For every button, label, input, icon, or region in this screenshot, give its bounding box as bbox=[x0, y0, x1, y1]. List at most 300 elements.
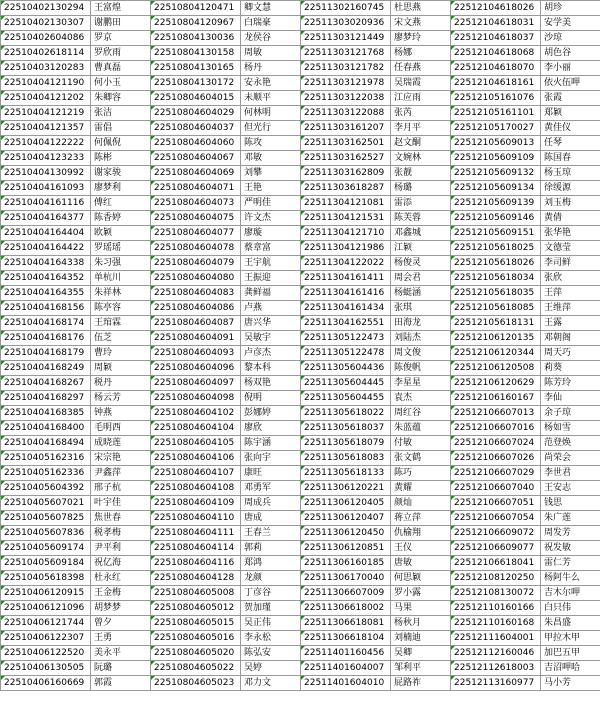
id-cell[interactable]: 22512106607029 bbox=[451, 466, 541, 481]
id-cell[interactable]: 22512105609139 bbox=[451, 196, 541, 211]
name-cell[interactable]: 杨阿牛么 bbox=[541, 571, 600, 586]
id-cell[interactable]: 22510804604078 bbox=[151, 241, 241, 256]
name-cell[interactable]: 陈彬 bbox=[91, 151, 151, 166]
id-cell[interactable]: 22511302160745 bbox=[301, 1, 391, 16]
id-cell[interactable]: 22510804605016 bbox=[151, 631, 241, 646]
id-cell[interactable]: 22510804604073 bbox=[151, 196, 241, 211]
id-cell[interactable]: 22510404122222 bbox=[1, 136, 91, 151]
name-cell[interactable]: 唐敏 bbox=[391, 556, 451, 571]
name-cell[interactable]: 李小丽 bbox=[541, 61, 600, 76]
id-cell[interactable]: 22512105618131 bbox=[451, 316, 541, 331]
id-cell[interactable]: 22511306618002 bbox=[301, 601, 391, 616]
id-cell[interactable]: 22511304122022 bbox=[301, 256, 391, 271]
id-cell[interactable]: 22511303618287 bbox=[301, 181, 391, 196]
name-cell[interactable]: 曹玲 bbox=[91, 346, 151, 361]
name-cell[interactable]: 祝发敏 bbox=[541, 541, 600, 556]
name-cell[interactable]: 龙颜 bbox=[241, 571, 301, 586]
name-cell[interactable]: 王勇 bbox=[91, 631, 151, 646]
id-cell[interactable]: 22512106609072 bbox=[451, 526, 541, 541]
id-cell[interactable]: 22512106120629 bbox=[451, 376, 541, 391]
name-cell[interactable]: 加巴五甲 bbox=[541, 646, 600, 661]
name-cell[interactable]: 刘玉梅 bbox=[541, 196, 600, 211]
id-cell[interactable]: 22510804604102 bbox=[151, 406, 241, 421]
id-cell[interactable]: 22511401604007 bbox=[301, 661, 391, 676]
id-cell[interactable]: 22512104618037 bbox=[451, 31, 541, 46]
id-cell[interactable]: 22510404168156 bbox=[1, 301, 91, 316]
name-cell[interactable]: 吴卿 bbox=[391, 646, 451, 661]
name-cell[interactable]: 任春燕 bbox=[391, 61, 451, 76]
id-cell[interactable]: 22510804604093 bbox=[151, 346, 241, 361]
name-cell[interactable]: 尹平利 bbox=[91, 541, 151, 556]
id-cell[interactable]: 22510804604067 bbox=[151, 151, 241, 166]
name-cell[interactable]: 卢燕 bbox=[241, 301, 301, 316]
id-cell[interactable]: 22512110160168 bbox=[451, 616, 541, 631]
id-cell[interactable]: 22511306120405 bbox=[301, 496, 391, 511]
name-cell[interactable]: 陈巧 bbox=[391, 466, 451, 481]
id-cell[interactable]: 22511305618083 bbox=[301, 451, 391, 466]
id-cell[interactable]: 22510406160669 bbox=[1, 676, 91, 691]
id-cell[interactable]: 22512106609077 bbox=[451, 541, 541, 556]
id-cell[interactable]: 22510404121190 bbox=[1, 76, 91, 91]
name-cell[interactable]: 雷添 bbox=[391, 196, 451, 211]
id-cell[interactable]: 22511304121986 bbox=[301, 241, 391, 256]
name-cell[interactable]: 何佩倪 bbox=[91, 136, 151, 151]
id-cell[interactable]: 22510404164404 bbox=[1, 226, 91, 241]
id-cell[interactable]: 22511306120407 bbox=[301, 511, 391, 526]
name-cell[interactable]: 吉木尔呷 bbox=[541, 586, 600, 601]
id-cell[interactable]: 22510404168494 bbox=[1, 436, 91, 451]
name-cell[interactable]: 胡珍 bbox=[541, 1, 600, 16]
name-cell[interactable]: 杜永红 bbox=[91, 571, 151, 586]
id-cell[interactable]: 22511305618022 bbox=[301, 406, 391, 421]
name-cell[interactable]: 雷仁芳 bbox=[541, 556, 600, 571]
id-cell[interactable]: 22511306170040 bbox=[301, 571, 391, 586]
id-cell[interactable]: 22510804604107 bbox=[151, 466, 241, 481]
id-cell[interactable]: 22512105609109 bbox=[451, 151, 541, 166]
name-cell[interactable]: 杨娜 bbox=[391, 46, 451, 61]
id-cell[interactable]: 22510404130992 bbox=[1, 166, 91, 181]
id-cell[interactable]: 22510404168385 bbox=[1, 406, 91, 421]
name-cell[interactable]: 杜思燕 bbox=[391, 1, 451, 16]
name-cell[interactable]: 吴瑞霞 bbox=[391, 76, 451, 91]
id-cell[interactable]: 22510804604106 bbox=[151, 451, 241, 466]
id-cell[interactable]: 22512111604001 bbox=[451, 631, 541, 646]
name-cell[interactable]: 杨璐 bbox=[391, 181, 451, 196]
id-cell[interactable]: 22512105609132 bbox=[451, 166, 541, 181]
name-cell[interactable]: 屁路祚 bbox=[391, 676, 451, 691]
id-cell[interactable]: 22511306120851 bbox=[301, 541, 391, 556]
name-cell[interactable]: 田海龙 bbox=[391, 316, 451, 331]
id-cell[interactable]: 22510804604087 bbox=[151, 316, 241, 331]
name-cell[interactable]: 朱祥林 bbox=[91, 286, 151, 301]
id-cell[interactable]: 22511303161207 bbox=[301, 121, 391, 136]
id-cell[interactable]: 22510404168174 bbox=[1, 316, 91, 331]
id-cell[interactable]: 22510804604075 bbox=[151, 211, 241, 226]
name-cell[interactable]: 朱习强 bbox=[91, 256, 151, 271]
id-cell[interactable]: 22511304121081 bbox=[301, 196, 391, 211]
id-cell[interactable]: 22511303020936 bbox=[301, 16, 391, 31]
id-cell[interactable]: 22511304162551 bbox=[301, 316, 391, 331]
name-cell[interactable]: 税丹 bbox=[91, 376, 151, 391]
name-cell[interactable]: 陈宇涵 bbox=[241, 436, 301, 451]
name-cell[interactable]: 张文鹤 bbox=[391, 451, 451, 466]
name-cell[interactable]: 阮璐 bbox=[91, 661, 151, 676]
id-cell[interactable]: 22510404121202 bbox=[1, 91, 91, 106]
name-cell[interactable]: 贺加瑾 bbox=[241, 601, 301, 616]
id-cell[interactable]: 22510804604080 bbox=[151, 271, 241, 286]
name-cell[interactable]: 朱卿容 bbox=[91, 91, 151, 106]
id-cell[interactable]: 22510804130036 bbox=[151, 31, 241, 46]
name-cell[interactable]: 付敏 bbox=[391, 436, 451, 451]
name-cell[interactable]: 郑鸿 bbox=[241, 556, 301, 571]
id-cell[interactable]: 22511305604436 bbox=[301, 361, 391, 376]
name-cell[interactable]: 邓朝阁 bbox=[541, 331, 600, 346]
name-cell[interactable]: 文德莹 bbox=[541, 241, 600, 256]
id-cell[interactable]: 22512106607051 bbox=[451, 496, 541, 511]
id-cell[interactable]: 22512106618041 bbox=[451, 556, 541, 571]
name-cell[interactable]: 康旺 bbox=[241, 466, 301, 481]
name-cell[interactable]: 安学美 bbox=[541, 16, 600, 31]
id-cell[interactable]: 22510405604392 bbox=[1, 481, 91, 496]
id-cell[interactable]: 22510804130165 bbox=[151, 61, 241, 76]
name-cell[interactable]: 黄倩 bbox=[541, 211, 600, 226]
id-cell[interactable]: 22511304121710 bbox=[301, 226, 391, 241]
id-cell[interactable]: 22511305122478 bbox=[301, 346, 391, 361]
name-cell[interactable]: 李永松 bbox=[241, 631, 301, 646]
id-cell[interactable]: 22510404121219 bbox=[1, 106, 91, 121]
name-cell[interactable]: 袁杰 bbox=[391, 391, 451, 406]
name-cell[interactable]: 邓鑫城 bbox=[391, 226, 451, 241]
name-cell[interactable]: 杨玉琼 bbox=[541, 166, 600, 181]
name-cell[interactable]: 依火伍呷 bbox=[541, 76, 600, 91]
id-cell[interactable]: 22510804120967 bbox=[151, 16, 241, 31]
name-cell[interactable]: 张洁 bbox=[91, 106, 151, 121]
name-cell[interactable]: 文婉林 bbox=[391, 151, 451, 166]
id-cell[interactable]: 22512108130072 bbox=[451, 586, 541, 601]
name-cell[interactable]: 周颖 bbox=[91, 361, 151, 376]
name-cell[interactable]: 欧颖 bbox=[91, 226, 151, 241]
name-cell[interactable]: 吴敏宇 bbox=[241, 331, 301, 346]
name-cell[interactable]: 美永平 bbox=[91, 646, 151, 661]
id-cell[interactable]: 22512104618070 bbox=[451, 61, 541, 76]
name-cell[interactable]: 杨双艳 bbox=[241, 376, 301, 391]
name-cell[interactable]: 郭霞 bbox=[91, 676, 151, 691]
name-cell[interactable]: 黄耀 bbox=[391, 481, 451, 496]
name-cell[interactable]: 王富煌 bbox=[91, 1, 151, 16]
name-cell[interactable]: 张靓 bbox=[391, 166, 451, 181]
name-cell[interactable]: 尹鑫萍 bbox=[91, 466, 151, 481]
id-cell[interactable]: 22510804604060 bbox=[151, 136, 241, 151]
name-cell[interactable]: 成晓莲 bbox=[91, 436, 151, 451]
id-cell[interactable]: 22510804604029 bbox=[151, 106, 241, 121]
name-cell[interactable]: 张欣 bbox=[541, 271, 600, 286]
id-cell[interactable]: 22510405609174 bbox=[1, 541, 91, 556]
name-cell[interactable]: 王金梅 bbox=[91, 586, 151, 601]
id-cell[interactable]: 22510804605020 bbox=[151, 646, 241, 661]
name-cell[interactable]: 刘楠迪 bbox=[391, 631, 451, 646]
id-cell[interactable]: 22510405162316 bbox=[1, 451, 91, 466]
name-cell[interactable]: 杨俊灵 bbox=[391, 256, 451, 271]
name-cell[interactable]: 张华艳 bbox=[541, 226, 600, 241]
name-cell[interactable]: 刘陆杰 bbox=[391, 331, 451, 346]
name-cell[interactable]: 焦世春 bbox=[91, 511, 151, 526]
id-cell[interactable]: 22510404123233 bbox=[1, 151, 91, 166]
name-cell[interactable]: 何林明 bbox=[241, 106, 301, 121]
name-cell[interactable]: 李月平 bbox=[391, 121, 451, 136]
name-cell[interactable]: 许文杰 bbox=[241, 211, 301, 226]
name-cell[interactable]: 王维萍 bbox=[541, 301, 600, 316]
id-cell[interactable]: 22511303121782 bbox=[301, 61, 391, 76]
id-cell[interactable]: 22511303122038 bbox=[301, 91, 391, 106]
id-cell[interactable]: 22510804604083 bbox=[151, 286, 241, 301]
name-cell[interactable]: 严明佳 bbox=[241, 196, 301, 211]
name-cell[interactable]: 曹真磊 bbox=[91, 61, 151, 76]
name-cell[interactable]: 龚鲜福 bbox=[241, 286, 301, 301]
name-cell[interactable]: 周敏 bbox=[241, 46, 301, 61]
name-cell[interactable]: 周天巧 bbox=[541, 346, 600, 361]
id-cell[interactable]: 22510405618398 bbox=[1, 571, 91, 586]
id-cell[interactable]: 22510405607825 bbox=[1, 511, 91, 526]
id-cell[interactable]: 22510804604091 bbox=[151, 331, 241, 346]
name-cell[interactable]: 马果 bbox=[391, 601, 451, 616]
name-cell[interactable]: 王仪 bbox=[391, 541, 451, 556]
id-cell[interactable]: 22512112160046 bbox=[451, 646, 541, 661]
name-cell[interactable]: 唐成 bbox=[241, 511, 301, 526]
id-cell[interactable]: 22511303121978 bbox=[301, 76, 391, 91]
name-cell[interactable]: 莉葵 bbox=[541, 361, 600, 376]
name-cell[interactable]: 税孝梅 bbox=[91, 526, 151, 541]
id-cell[interactable]: 22510804604069 bbox=[151, 166, 241, 181]
name-cell[interactable]: 陈芳玲 bbox=[541, 376, 600, 391]
id-cell[interactable]: 22510405607021 bbox=[1, 496, 91, 511]
id-cell[interactable]: 22510804604111 bbox=[151, 526, 241, 541]
name-cell[interactable]: 江颖 bbox=[391, 241, 451, 256]
id-cell[interactable]: 22510404168297 bbox=[1, 391, 91, 406]
id-cell[interactable]: 22511303121449 bbox=[301, 31, 391, 46]
id-cell[interactable]: 22512105618035 bbox=[451, 286, 541, 301]
name-cell[interactable]: 杨蜓涵 bbox=[391, 286, 451, 301]
name-cell[interactable]: 陈弘安 bbox=[241, 646, 301, 661]
id-cell[interactable]: 22510405609184 bbox=[1, 556, 91, 571]
name-cell[interactable]: 张琪 bbox=[391, 301, 451, 316]
id-cell[interactable]: 22512105618034 bbox=[451, 271, 541, 286]
id-cell[interactable]: 22510406121744 bbox=[1, 616, 91, 631]
id-cell[interactable]: 22512105609134 bbox=[451, 181, 541, 196]
name-cell[interactable]: 周红谷 bbox=[391, 406, 451, 421]
name-cell[interactable]: 范登焕 bbox=[541, 436, 600, 451]
name-cell[interactable]: 王艳 bbox=[241, 181, 301, 196]
id-cell[interactable]: 22511306160185 bbox=[301, 556, 391, 571]
name-cell[interactable]: 杨丹 bbox=[241, 61, 301, 76]
id-cell[interactable]: 22512106607016 bbox=[451, 421, 541, 436]
id-cell[interactable]: 22510804604097 bbox=[151, 376, 241, 391]
name-cell[interactable]: 胡色谷 bbox=[541, 46, 600, 61]
id-cell[interactable]: 22510804604116 bbox=[151, 556, 241, 571]
name-cell[interactable]: 卿文慧 bbox=[241, 1, 301, 16]
name-cell[interactable]: 周会君 bbox=[391, 271, 451, 286]
name-cell[interactable]: 颜灿 bbox=[391, 496, 451, 511]
name-cell[interactable]: 王萍 bbox=[541, 286, 600, 301]
name-cell[interactable]: 朱蓝蕴 bbox=[391, 421, 451, 436]
name-cell[interactable]: 唐兴华 bbox=[241, 316, 301, 331]
id-cell[interactable]: 22512104618026 bbox=[451, 1, 541, 16]
name-cell[interactable]: 蒋立萍 bbox=[391, 511, 451, 526]
id-cell[interactable]: 22510402604086 bbox=[1, 31, 91, 46]
id-cell[interactable]: 22510804604096 bbox=[151, 361, 241, 376]
name-cell[interactable]: 叶宇佳 bbox=[91, 496, 151, 511]
id-cell[interactable]: 22510404164377 bbox=[1, 211, 91, 226]
name-cell[interactable]: 朱昌盛 bbox=[541, 616, 600, 631]
id-cell[interactable]: 22510404164338 bbox=[1, 256, 91, 271]
id-cell[interactable]: 22512106607040 bbox=[451, 481, 541, 496]
name-cell[interactable]: 尚荣会 bbox=[541, 451, 600, 466]
id-cell[interactable]: 22511401604010 bbox=[301, 676, 391, 691]
id-cell[interactable]: 22512105609146 bbox=[451, 211, 541, 226]
name-cell[interactable]: 罗欣雨 bbox=[91, 46, 151, 61]
name-cell[interactable]: 谢鹏田 bbox=[91, 16, 151, 31]
name-cell[interactable]: 王春兰 bbox=[241, 526, 301, 541]
name-cell[interactable]: 余子琼 bbox=[541, 406, 600, 421]
id-cell[interactable]: 22510804605008 bbox=[151, 586, 241, 601]
id-cell[interactable]: 22510404161093 bbox=[1, 181, 91, 196]
name-cell[interactable]: 钟燕 bbox=[91, 406, 151, 421]
id-cell[interactable]: 22512105618025 bbox=[451, 241, 541, 256]
id-cell[interactable]: 22510403120283 bbox=[1, 61, 91, 76]
name-cell[interactable]: 吴婷 bbox=[241, 661, 301, 676]
name-cell[interactable]: 陈亭容 bbox=[91, 301, 151, 316]
name-cell[interactable]: 王琯霖 bbox=[91, 316, 151, 331]
id-cell[interactable]: 22510402130307 bbox=[1, 16, 91, 31]
id-cell[interactable]: 22510804604071 bbox=[151, 181, 241, 196]
id-cell[interactable]: 22510804605015 bbox=[151, 616, 241, 631]
name-cell[interactable]: 何思颖 bbox=[391, 571, 451, 586]
name-cell[interactable]: 李世君 bbox=[541, 466, 600, 481]
name-cell[interactable]: 陈芙蓉 bbox=[391, 211, 451, 226]
id-cell[interactable]: 22510804604079 bbox=[151, 256, 241, 271]
id-cell[interactable]: 22512104618031 bbox=[451, 16, 541, 31]
name-cell[interactable]: 但光行 bbox=[241, 121, 301, 136]
name-cell[interactable]: 李星星 bbox=[391, 376, 451, 391]
name-cell[interactable]: 何小玉 bbox=[91, 76, 151, 91]
id-cell[interactable]: 22512106607054 bbox=[451, 511, 541, 526]
id-cell[interactable]: 22511303121768 bbox=[301, 46, 391, 61]
id-cell[interactable]: 22512104618161 bbox=[451, 76, 541, 91]
id-cell[interactable]: 22510402618114 bbox=[1, 46, 91, 61]
id-cell[interactable]: 22511306607009 bbox=[301, 586, 391, 601]
id-cell[interactable]: 22510804604105 bbox=[151, 436, 241, 451]
id-cell[interactable]: 22511306120450 bbox=[301, 526, 391, 541]
id-cell[interactable]: 22510804130172 bbox=[151, 76, 241, 91]
name-cell[interactable]: 朱广莲 bbox=[541, 511, 600, 526]
id-cell[interactable]: 22511303162809 bbox=[301, 166, 391, 181]
id-cell[interactable]: 22512105618026 bbox=[451, 256, 541, 271]
id-cell[interactable]: 22510804604098 bbox=[151, 391, 241, 406]
name-cell[interactable]: 周文俊 bbox=[391, 346, 451, 361]
id-cell[interactable]: 22510406120915 bbox=[1, 586, 91, 601]
id-cell[interactable]: 22512106607013 bbox=[451, 406, 541, 421]
id-cell[interactable]: 22511305604455 bbox=[301, 391, 391, 406]
id-cell[interactable]: 22511303162501 bbox=[301, 136, 391, 151]
name-cell[interactable]: 周发芳 bbox=[541, 526, 600, 541]
name-cell[interactable]: 雷倡 bbox=[91, 121, 151, 136]
id-cell[interactable]: 22510404168179 bbox=[1, 346, 91, 361]
name-cell[interactable]: 胡梦梦 bbox=[91, 601, 151, 616]
name-cell[interactable]: 杨秋月 bbox=[391, 616, 451, 631]
name-cell[interactable]: 安永艳 bbox=[241, 76, 301, 91]
id-cell[interactable]: 22512106160167 bbox=[451, 391, 541, 406]
name-cell[interactable]: 张霞 bbox=[541, 91, 600, 106]
id-cell[interactable]: 22510804605012 bbox=[151, 601, 241, 616]
name-cell[interactable]: 沙琼 bbox=[541, 31, 600, 46]
id-cell[interactable]: 22511306618081 bbox=[301, 616, 391, 631]
id-cell[interactable]: 22511306120221 bbox=[301, 481, 391, 496]
id-cell[interactable]: 22510406122520 bbox=[1, 646, 91, 661]
name-cell[interactable]: 廖梦利 bbox=[91, 181, 151, 196]
id-cell[interactable]: 22512104618068 bbox=[451, 46, 541, 61]
id-cell[interactable]: 22510404164355 bbox=[1, 286, 91, 301]
name-cell[interactable]: 王振迎 bbox=[241, 271, 301, 286]
name-cell[interactable]: 陈俊帆 bbox=[391, 361, 451, 376]
name-cell[interactable]: 彭娜婷 bbox=[241, 406, 301, 421]
name-cell[interactable]: 吉沼呷哈 bbox=[541, 661, 600, 676]
name-cell[interactable]: 王宇航 bbox=[241, 256, 301, 271]
name-cell[interactable]: 吴正伟 bbox=[241, 616, 301, 631]
name-cell[interactable]: 黄佳仪 bbox=[541, 121, 600, 136]
name-cell[interactable]: 倪明 bbox=[241, 391, 301, 406]
name-cell[interactable]: 陈国春 bbox=[541, 151, 600, 166]
id-cell[interactable]: 22510804605023 bbox=[151, 676, 241, 691]
name-cell[interactable]: 李司鲜 bbox=[541, 256, 600, 271]
id-cell[interactable]: 22512105609013 bbox=[451, 136, 541, 151]
name-cell[interactable]: 郑颖 bbox=[541, 106, 600, 121]
id-cell[interactable]: 22511305618037 bbox=[301, 421, 391, 436]
name-cell[interactable]: 单杭川 bbox=[91, 271, 151, 286]
name-cell[interactable]: 赵文酮 bbox=[391, 136, 451, 151]
id-cell[interactable]: 22512113160977 bbox=[451, 676, 541, 691]
name-cell[interactable]: 张向宇 bbox=[241, 451, 301, 466]
id-cell[interactable]: 22511305122473 bbox=[301, 331, 391, 346]
id-cell[interactable]: 22511304161416 bbox=[301, 286, 391, 301]
id-cell[interactable]: 22510404161116 bbox=[1, 196, 91, 211]
name-cell[interactable]: 卢彦杰 bbox=[241, 346, 301, 361]
id-cell[interactable]: 22511304161411 bbox=[301, 271, 391, 286]
id-cell[interactable]: 22511305604445 bbox=[301, 376, 391, 391]
name-cell[interactable]: 廖欣 bbox=[241, 421, 301, 436]
name-cell[interactable]: 仇榆翔 bbox=[391, 526, 451, 541]
id-cell[interactable]: 22510402130294 bbox=[1, 1, 91, 16]
name-cell[interactable]: 龙侯谷 bbox=[241, 31, 301, 46]
id-cell[interactable]: 22510804120471 bbox=[151, 1, 241, 16]
id-cell[interactable]: 22511304161434 bbox=[301, 301, 391, 316]
id-cell[interactable]: 22510404121357 bbox=[1, 121, 91, 136]
id-cell[interactable]: 22510404168249 bbox=[1, 361, 91, 376]
id-cell[interactable]: 22510804604128 bbox=[151, 571, 241, 586]
name-cell[interactable]: 邓力文 bbox=[241, 676, 301, 691]
name-cell[interactable]: 江应雨 bbox=[391, 91, 451, 106]
id-cell[interactable]: 22510804604086 bbox=[151, 301, 241, 316]
name-cell[interactable]: 伍芝 bbox=[91, 331, 151, 346]
id-cell[interactable]: 22510804604077 bbox=[151, 226, 241, 241]
id-cell[interactable]: 22511304121531 bbox=[301, 211, 391, 226]
name-cell[interactable]: 陈攻 bbox=[241, 136, 301, 151]
name-cell[interactable]: 蔡章富 bbox=[241, 241, 301, 256]
id-cell[interactable]: 22511306618104 bbox=[301, 631, 391, 646]
name-cell[interactable]: 祝亿海 bbox=[91, 556, 151, 571]
name-cell[interactable]: 张芮 bbox=[391, 106, 451, 121]
id-cell[interactable]: 22510804605022 bbox=[151, 661, 241, 676]
name-cell[interactable]: 任琴 bbox=[541, 136, 600, 151]
name-cell[interactable]: 钱思 bbox=[541, 496, 600, 511]
